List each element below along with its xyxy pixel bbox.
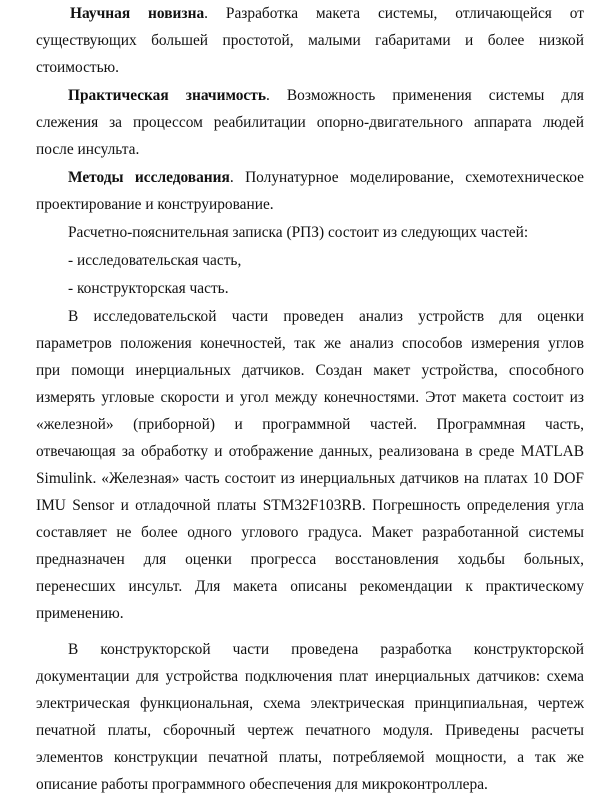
novelty-heading: Научная новизна xyxy=(70,5,205,22)
design-line-4: печатной платы, сборочный чертеж печатного модуля. Приведены расчеты xyxy=(36,722,584,739)
research-line-2: параметров положения конечностей, так же анализ способов измерения углов xyxy=(36,335,584,352)
rpz-item-research: - исследовательская часть, xyxy=(68,252,242,269)
design-line-3: электрическая функциональная, схема электрическая принципиальная, чертеж xyxy=(36,695,584,712)
rpz-intro: Расчетно-пояснительная записка (РПЗ) состоит из следующих частей: xyxy=(68,224,529,241)
practical-line-3: после инсульта. xyxy=(36,141,140,158)
research-line-4: измерять угловые скорости и угол между конечностями. Этот макета состоит из xyxy=(36,389,584,406)
design-line-1: В конструкторской части проведена разработка конструкторской xyxy=(68,641,584,658)
research-line-11: перенесших инсульт. Для макета описаны рекомендации к практическому xyxy=(36,578,584,595)
novelty-line-2: существующих большей простотой, малыми габаритами и более низкой xyxy=(36,32,584,49)
research-line-5: «железной» (приборной) и программной частей. Программная часть, xyxy=(36,416,584,433)
practical-line-2: слежения за процессом реабилитации опорно-двигательного аппарата людей xyxy=(36,114,584,131)
research-line-1: В исследовательской части проведен анализ устройств для оценки xyxy=(68,308,584,325)
design-line-5: элементов конструкции печатной платы, потребляемой мощности, а так же xyxy=(36,749,584,766)
rpz-item-design: - конструкторская часть. xyxy=(68,280,229,297)
methods-line-1: Методы исследования. Полунатурное моделирование, схемотехническое xyxy=(68,169,584,186)
methods-heading: Методы исследования xyxy=(68,169,230,186)
research-line-6: отвечающая за обработку и отображение данных, реализована в среде MATLAB xyxy=(36,443,584,460)
design-line-2: документации для устройства подключения плат инерциальных датчиков: схема xyxy=(36,668,584,685)
practical-line-1: Практическая значимость. Возможность применения системы для xyxy=(68,87,584,104)
research-line-8: IMU Sensor и отладочной платы STM32F103RB. Погрешность определения угла xyxy=(36,497,584,514)
research-line-7: Simulink. «Железная» часть состоит из инерциальных датчиков на платах 10 DOF xyxy=(36,470,584,487)
novelty-line-3: стоимостью. xyxy=(36,59,120,76)
methods-line-2: проектирование и конструирование. xyxy=(36,196,274,213)
research-line-3: при помощи инерциальных датчиков. Создан макет устройства, способного xyxy=(36,362,584,379)
design-line-6: описание работы программного обеспечения для микроконтроллера. xyxy=(36,776,488,793)
novelty-line-1: Научная новизна. Разработка макета системы, отличающейся от xyxy=(70,5,584,22)
research-line-12: применению. xyxy=(36,605,124,622)
research-line-9: составляет не более одного углового градуса. Макет разработанной системы xyxy=(36,524,584,541)
practical-heading: Практическая значимость xyxy=(68,87,266,104)
research-line-10: предназначен для оценки прогресса восстановления ходьбы больных, xyxy=(36,551,584,568)
